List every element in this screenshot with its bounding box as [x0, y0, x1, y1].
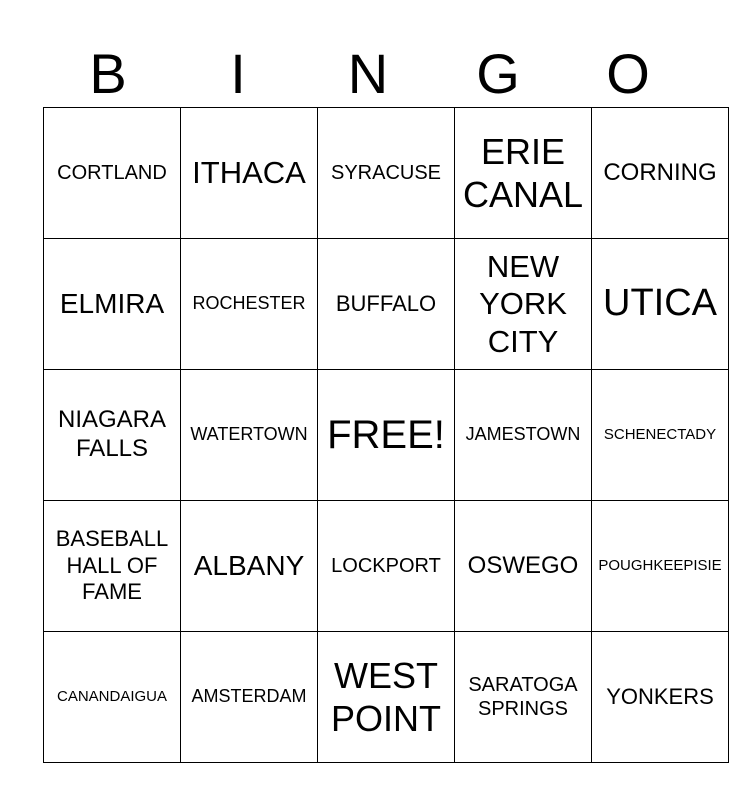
- bingo-cell[interactable]: BUFFALO: [318, 239, 455, 370]
- bingo-cell[interactable]: ERIE CANAL: [455, 108, 592, 239]
- bingo-cell[interactable]: BASEBALL HALL OF FAME: [44, 501, 181, 632]
- board-row: [44, 239, 729, 370]
- bingo-cell[interactable]: LOCKPORT: [318, 501, 455, 632]
- bingo-cell[interactable]: NEW YORK CITY: [455, 239, 592, 370]
- board-row: [44, 501, 729, 632]
- board-row: [44, 632, 729, 763]
- bingo-cell[interactable]: CORTLAND: [44, 108, 181, 239]
- bingo-cell[interactable]: POUGHKEEPISIE: [592, 501, 729, 632]
- header-letter-n: N: [347, 42, 389, 105]
- free-space[interactable]: FREE!: [318, 370, 455, 501]
- board-row: [44, 108, 729, 239]
- bingo-cell[interactable]: YONKERS: [592, 632, 729, 763]
- bingo-header: [43, 40, 693, 108]
- bingo-cell[interactable]: SCHENECTADY: [592, 370, 729, 501]
- bingo-board: [43, 107, 729, 763]
- board-row: [44, 370, 729, 501]
- bingo-cell[interactable]: ALBANY: [181, 501, 318, 632]
- bingo-cell[interactable]: OSWEGO: [455, 501, 592, 632]
- header-letter-g: G: [476, 42, 520, 105]
- bingo-cell[interactable]: ROCHESTER: [181, 239, 318, 370]
- header-letter-i: I: [230, 42, 246, 105]
- bingo-cell[interactable]: JAMESTOWN: [455, 370, 592, 501]
- bingo-cell[interactable]: WEST POINT: [318, 632, 455, 763]
- bingo-cell[interactable]: CANANDAIGUA: [44, 632, 181, 763]
- header-letter-o: O: [606, 42, 650, 105]
- bingo-cell[interactable]: SARATOGA SPRINGS: [455, 632, 592, 763]
- bingo-cell[interactable]: AMSTERDAM: [181, 632, 318, 763]
- bingo-cell[interactable]: UTICA: [592, 239, 729, 370]
- header-letter-b: B: [89, 42, 127, 105]
- bingo-cell[interactable]: CORNING: [592, 108, 729, 239]
- bingo-cell[interactable]: ITHACA: [181, 108, 318, 239]
- bingo-cell[interactable]: NIAGARA FALLS: [44, 370, 181, 501]
- bingo-cell[interactable]: ELMIRA: [44, 239, 181, 370]
- bingo-cell[interactable]: WATERTOWN: [181, 370, 318, 501]
- bingo-cell[interactable]: SYRACUSE: [318, 108, 455, 239]
